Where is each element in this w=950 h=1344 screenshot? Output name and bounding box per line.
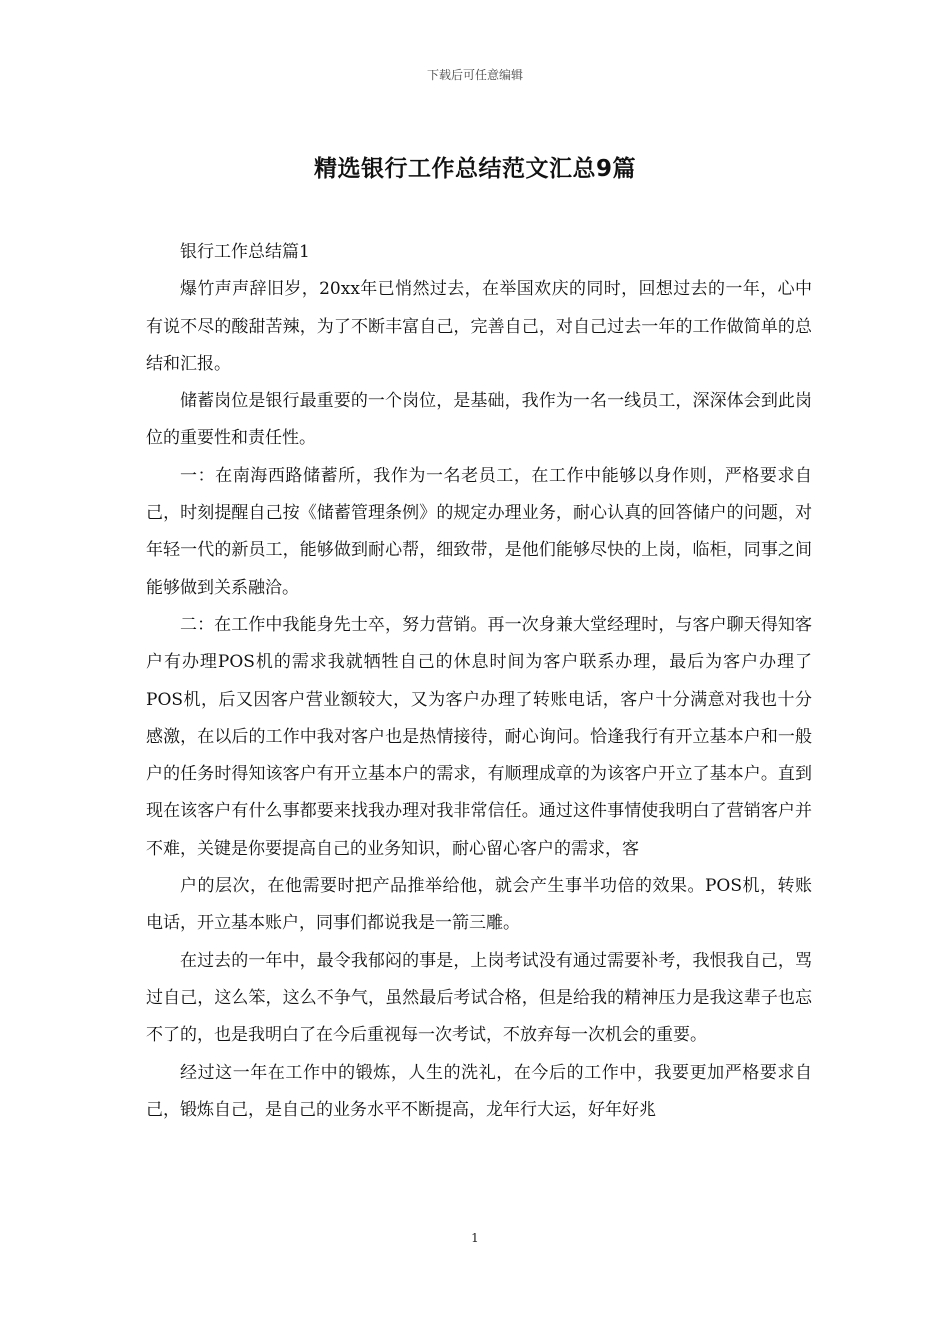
section-heading: 银行工作总结篇1 [180,242,310,262]
paragraph: 在过去的一年中，最令我郁闷的事是，上岗考试没有通过需要补考，我恨我自己，骂过自己，这么笨，这么不争气，虽然最后考试合格，但是给我的精神压力是我这辈子也忘不了的，也是我明白了在今后重视每一次考试，不放弃每一次机会的重要。 [146,950,812,1046]
paragraph: 经过这一年在工作中的锻炼，人生的洗礼，在今后的工作中，我要更加严格要求自己，锻炼自己，是自己的业务水平不断提高，龙年行大运，好年好兆 [146,1062,812,1120]
paragraph: 储蓄岗位是银行最重要的一个岗位，是基础，我作为一名一线员工，深深体会到此岗位的重要性和责任性。 [146,391,812,449]
page-number: 1 [471,1231,479,1245]
document-body [146,234,812,1129]
paragraph: 爆竹声声辞旧岁，20xx年已悄然过去，在举国欢庆的同时，回想过去的一年，心中有说不尽的酸甜苦辣，为了不断丰富自己，完善自己，对自己过去一年的工作做简单的总结和汇报。 [146,279,812,374]
header-note: 下载后可任意编辑 [426,68,523,82]
document-title: 精选银行工作总结范文汇总9篇 [313,156,636,182]
paragraph: 户的层次，在他需要时把产品推举给他，就会产生事半功倍的效果。POS机，转账电话，开立基本账户，同事们都说我是一箭三雕。 [146,876,812,934]
paragraph: 一：在南海西路储蓄所，我作为一名老员工，在工作中能够以身作则，严格要求自己，时刻提醒自己按《储蓄管理条例》的规定办理业务，耐心认真的回答储户的问题，对年轻一代的新员工，能够做到耐心帮，细致带，是他们能够尽快的上岗，临柜，同事之间能够做到关系融洽。 [146,465,812,598]
paragraph: 二：在工作中我能身先士卒，努力营销。再一次身兼大堂经理时，与客户聊天得知客户有办理POS机的需求我就牺牲自己的休息时间为客户联系办理，最后为客户办理了POS机，后又因客户营业额较大，又为客户办理了转账电话，客户十分满意对我也十分感激，在以后的工作中我对客户也是热情接待，耐心询问。恰逢我行有开立基本户和一般户的任务时得知该客户有开立基本户的需求，有顺理成章的为该客户开立了基本户。直到现在该客户有什么事都要来找我办理对我非常信任。通过这件事情使我明白了营销客户并不难，关键是你要提高自己的业务知识，耐心留心客户的需求，客 [146,614,812,859]
